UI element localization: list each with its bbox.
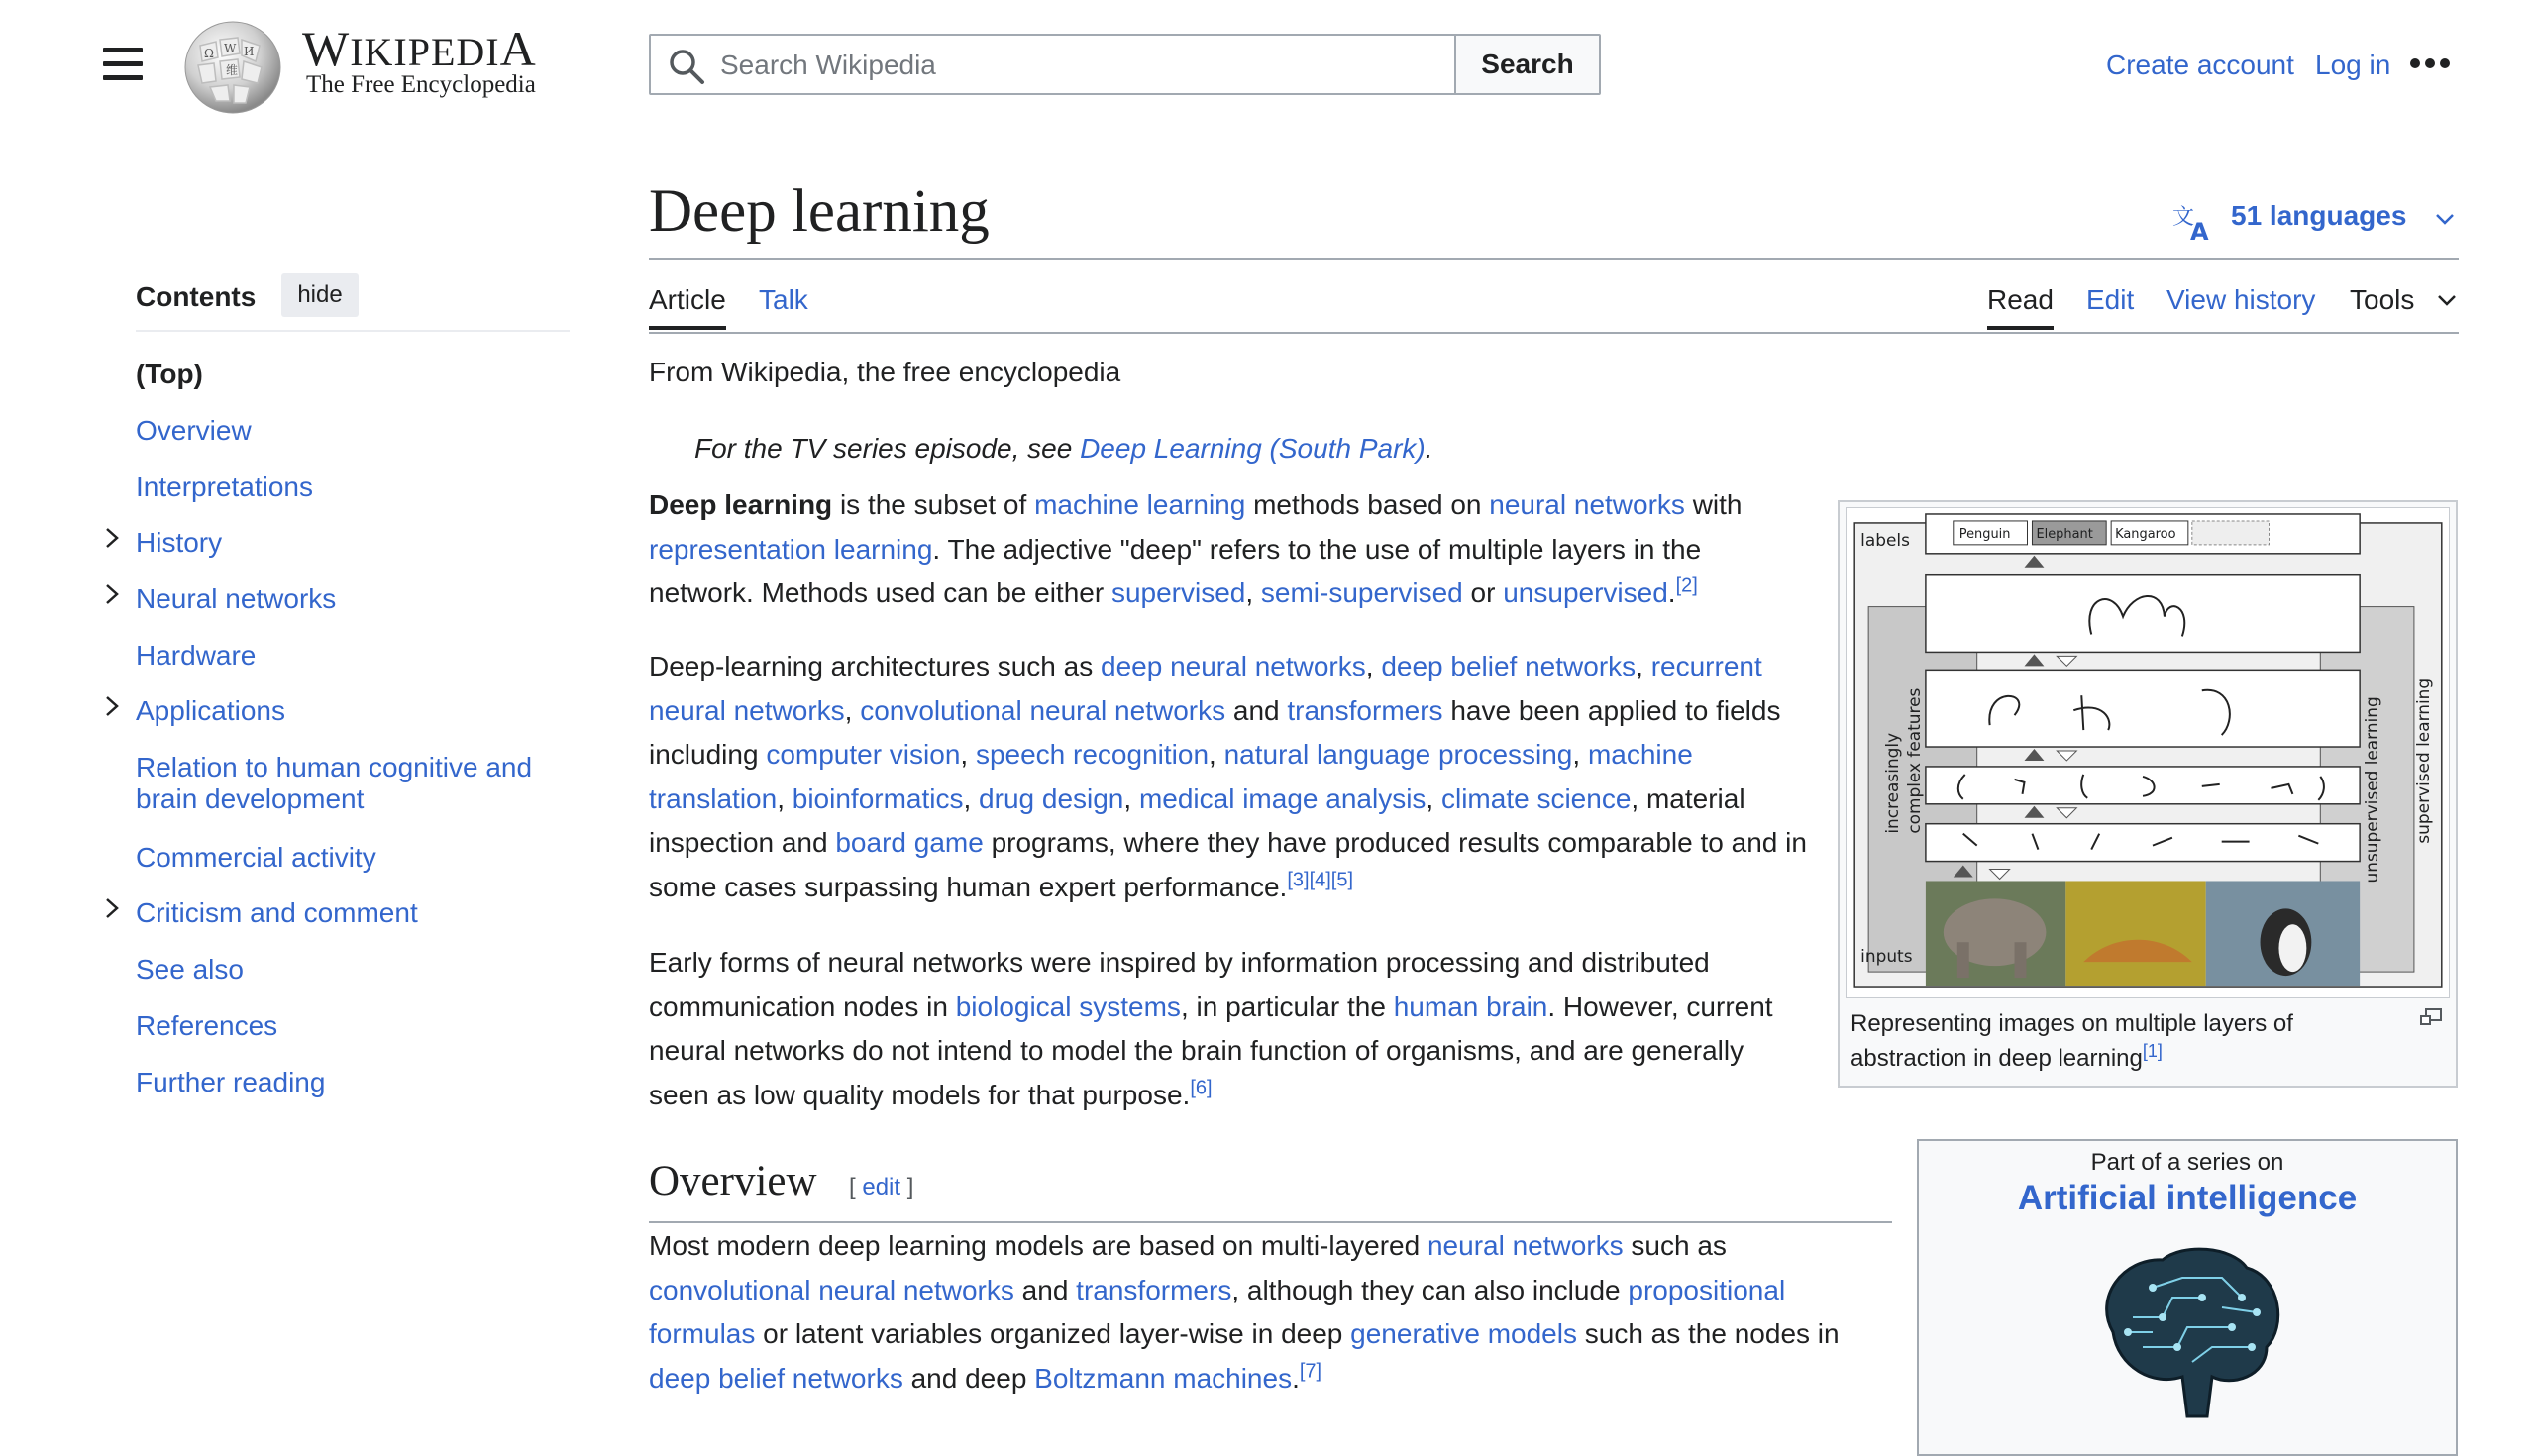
ref-7[interactable]: [7]: [1299, 1360, 1322, 1383]
toc-item-applications[interactable]: Applications: [136, 695, 285, 726]
ref-1[interactable]: [1]: [2142, 1041, 2163, 1061]
intro-paragraph-1: Deep learning is the subset of machine learning methods based on neural networks with representation learning. The adjective "deep" refers to the use of multiple layers in the network. Methods used can be either supervised, semi-supervised or unsupervised.[2]: [649, 489, 1743, 609]
link-deep-belief-networks-2[interactable]: deep belief networks: [649, 1362, 903, 1394]
wikipedia-wordmark[interactable]: WIKIPEDIA: [302, 21, 537, 76]
section-edit-link[interactable]: edit: [862, 1174, 901, 1200]
toc-item-overview[interactable]: Overview: [136, 415, 252, 446]
from-wikipedia: From Wikipedia, the free encyclopedia: [649, 357, 1121, 387]
link-transformers-2[interactable]: transformers: [1076, 1274, 1232, 1305]
right-axis-label-2: supervised learning: [2412, 677, 2433, 844]
link-recurrent-neural-networks[interactable]: recurrent neural networks: [649, 651, 1762, 726]
link-cnn-2[interactable]: convolutional neural networks: [649, 1274, 1014, 1305]
link-deep-belief-networks[interactable]: deep belief networks: [1381, 651, 1637, 681]
toc-item-neural-networks[interactable]: Neural networks: [136, 583, 337, 614]
chevron-right-icon[interactable]: [103, 897, 121, 919]
toc-item-top[interactable]: (Top): [136, 359, 203, 389]
tabs-divider: [649, 332, 2459, 334]
toc-divider: [136, 330, 570, 332]
link-climate-science[interactable]: climate science: [1440, 782, 1632, 814]
label-penguin: Penguin: [1958, 526, 2011, 542]
toc-item-criticism[interactable]: Criticism and comment: [136, 897, 418, 928]
tab-talk[interactable]: Talk: [759, 284, 808, 315]
label-elephant: Elephant: [2036, 526, 2093, 542]
wikipedia-tagline: The Free Encyclopedia: [306, 71, 536, 98]
overview-paragraph: Most modern deep learning models are based on multi-layered neural networks such as convolutional neural networks and transformers, although they can also include propositional formulas or latent variables organized layer-wise in deep generative models such as the nodes in deep belief networks and deep Boltzmann machines.[7]: [649, 1230, 1840, 1394]
link-biological-systems[interactable]: biological systems: [955, 990, 1181, 1022]
toc-item-further-reading[interactable]: Further reading: [136, 1067, 326, 1097]
link-machine-learning[interactable]: machine learning: [1034, 489, 1246, 520]
svg-text:维: 维: [226, 63, 239, 77]
right-axis-label-1: unsupervised learning: [2362, 696, 2382, 884]
toc-title: Contents: [136, 281, 257, 312]
inputs-text: inputs: [1860, 946, 1913, 967]
link-deep-neural-networks[interactable]: deep neural networks: [1101, 651, 1366, 681]
brain-circuit-icon: [2083, 1238, 2291, 1426]
chevron-right-icon[interactable]: [103, 583, 121, 605]
link-generative-models[interactable]: generative models: [1350, 1318, 1577, 1350]
chevron-down-icon[interactable]: [2437, 293, 2457, 307]
label-kangaroo: Kangaroo: [2115, 526, 2176, 542]
toc-item-references[interactable]: References: [136, 1010, 278, 1041]
more-options-icon[interactable]: [2409, 57, 2451, 69]
log-in-link[interactable]: Log in: [2315, 50, 2391, 80]
link-board-game[interactable]: board game: [835, 827, 984, 859]
link-drug-design[interactable]: drug design: [979, 782, 1124, 814]
labels-text: labels: [1860, 529, 1910, 550]
svg-text:A: A: [2190, 218, 2209, 242]
tab-article[interactable]: Article: [649, 284, 726, 315]
chevron-down-icon[interactable]: [2435, 212, 2455, 226]
toc-hide-button[interactable]: hide: [281, 273, 359, 317]
svg-text:W: W: [224, 42, 237, 55]
ref-6[interactable]: [6]: [1190, 1077, 1213, 1099]
section-edit: [ edit ]: [849, 1174, 914, 1200]
chevron-right-icon[interactable]: [103, 527, 121, 549]
link-semi-supervised[interactable]: semi-supervised: [1260, 577, 1463, 609]
left-axis-label-1: increasingly: [1882, 732, 1903, 834]
language-button[interactable]: 51 languages: [2231, 200, 2407, 231]
wikipedia-globe-logo[interactable]: [180, 18, 285, 115]
page-title: Deep learning: [649, 178, 990, 245]
ref-3-4-5[interactable]: [3][4][5]: [1287, 869, 1354, 891]
link-speech-recognition[interactable]: speech recognition: [975, 739, 1210, 771]
link-nlp[interactable]: natural language processing: [1223, 739, 1573, 771]
intro-paragraph-3: Early forms of neural networks were inspired by information processing and distributed communication nodes in biological systems, in particular the human brain. However, current neural networks do not intend to model the brain function of organisms, and are generally seen as low quality models for that purpose.[6]: [649, 947, 1773, 1110]
tab-view-history[interactable]: View history: [2166, 284, 2316, 315]
toc-item-interpretations[interactable]: Interpretations: [136, 471, 313, 502]
link-representation-learning[interactable]: representation learning: [649, 533, 933, 565]
link-machine-translation[interactable]: machine translation: [649, 739, 1693, 814]
search-icon: [667, 47, 706, 86]
link-cnn[interactable]: convolutional neural networks: [860, 694, 1226, 726]
link-transformers[interactable]: transformers: [1287, 694, 1443, 726]
link-unsupervised[interactable]: unsupervised: [1503, 577, 1668, 609]
translate-icon[interactable]: [2172, 202, 2216, 242]
link-computer-vision[interactable]: computer vision: [766, 739, 961, 771]
link-boltzmann-machines[interactable]: Boltzmann machines: [1034, 1362, 1293, 1394]
ref-2[interactable]: [2]: [1675, 574, 1698, 597]
svg-text:Ω: Ω: [204, 47, 214, 60]
figure-caption: Representing images on multiple layers of abstraction in deep learning[1]: [1850, 1010, 2293, 1072]
intro-paragraph-2: Deep-learning architectures such as deep neural networks, deep belief networks, recurrent neural networks, convolutional neural networks and transformers have been applied to fields including computer vision, speech recognition, natural language processing, machine translation, bioinformatics, drug design, medical image analysis, climate science, material inspection and board game programs, where they have produced results comparable to and in some cases surpassing human expert performance.[3][4][5]: [649, 651, 1807, 902]
hatnote: For the TV series episode, see Deep Learning (South Park).: [694, 433, 1433, 464]
tab-edit[interactable]: Edit: [2086, 284, 2135, 315]
link-medical-image-analysis[interactable]: medical image analysis: [1138, 782, 1426, 814]
search-input[interactable]: [718, 36, 1450, 95]
left-axis-label-2: complex features: [1903, 687, 1924, 834]
toc-item-see-also[interactable]: See also: [136, 954, 244, 985]
link-human-brain[interactable]: human brain: [1393, 990, 1548, 1022]
svg-text:И: И: [244, 45, 255, 58]
tab-read[interactable]: Read: [1987, 284, 2054, 315]
link-neural-networks[interactable]: neural networks: [1489, 489, 1685, 520]
link-propositional-formulas[interactable]: propositional formulas: [649, 1274, 1786, 1350]
infobox-title-link[interactable]: Artificial intelligence: [2017, 1179, 2358, 1217]
link-bioinformatics[interactable]: bioinformatics: [792, 782, 964, 814]
link-neural-networks-2[interactable]: neural networks: [1426, 1230, 1624, 1261]
section-heading-overview: Overview: [649, 1158, 817, 1204]
toc-item-history[interactable]: History: [136, 527, 223, 558]
tab-read-indicator: [1987, 326, 2054, 330]
svg-text:文: 文: [2172, 205, 2195, 230]
tab-article-indicator: [649, 326, 726, 330]
main-menu-button[interactable]: [103, 48, 143, 81]
section-divider: [649, 1221, 1892, 1223]
hatnote-link[interactable]: Deep Learning (South Park): [1080, 433, 1426, 464]
create-account-link[interactable]: Create account: [2106, 50, 2294, 80]
infobox-pretitle: Part of a series on: [2090, 1149, 2284, 1176]
deep-learning-diagram[interactable]: [1846, 507, 2450, 998]
toc-item-relation-brain[interactable]: Relation to human cognitive and brain development: [136, 752, 533, 814]
toc-item-commercial[interactable]: Commercial activity: [136, 842, 376, 873]
title-divider: [649, 258, 2459, 260]
search-button[interactable]: Search: [1454, 34, 1601, 95]
tab-tools[interactable]: Tools: [2350, 284, 2415, 315]
toc-item-hardware[interactable]: Hardware: [136, 640, 257, 671]
enlarge-icon[interactable]: [2419, 1007, 2443, 1027]
chevron-right-icon[interactable]: [103, 695, 121, 717]
link-supervised[interactable]: supervised: [1110, 577, 1246, 609]
